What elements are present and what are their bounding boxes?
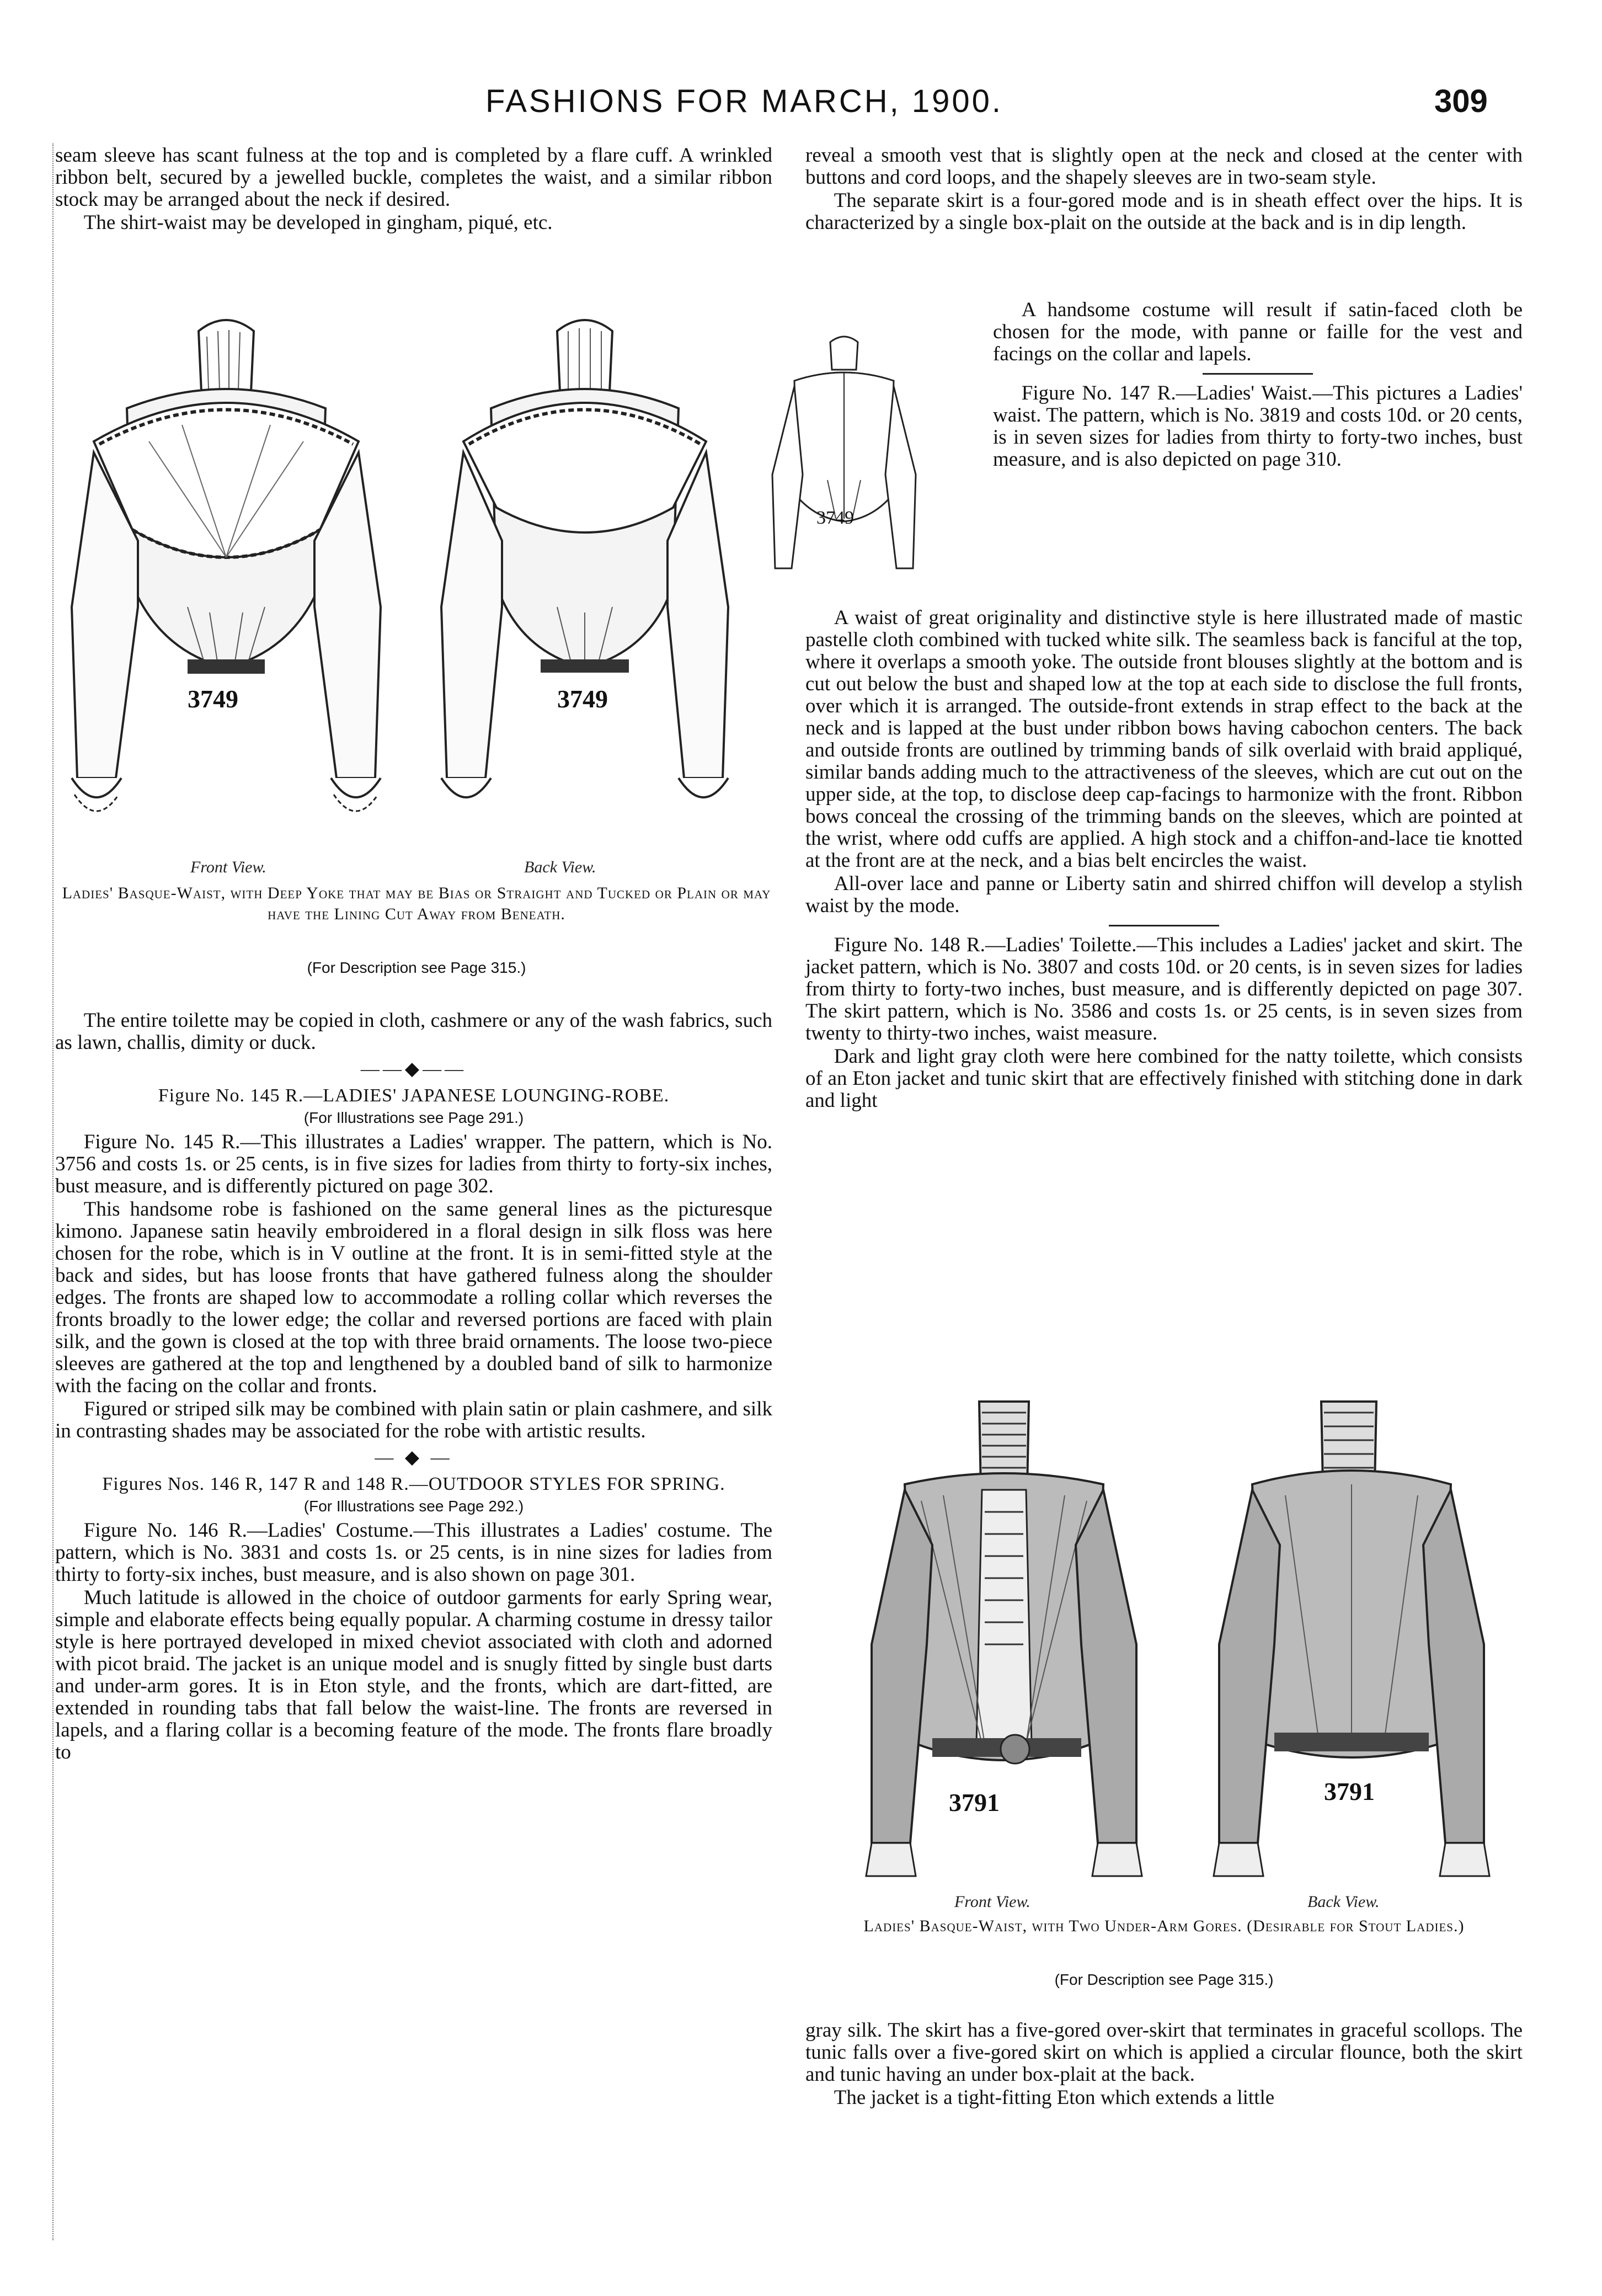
paragraph: The jacket is a tight-fitting Eton which extends a little [834,2086,1275,2109]
figure-3791-front [850,1391,1158,1887]
section-heading-146: Figures Nos. 146 R, 147 R and 148 R.—OUTDOOR STYLES FOR SPRING. [102,1474,725,1494]
paragraph: Dark and light gray cloth were here combined for the natty toilette, which consists of an Eton jacket and tunic skirt that are effectively finished with stitching done in dark and light [805,1045,1523,1112]
figure-3749-front [61,298,392,839]
figure-number-3749-small: 3749 [816,508,854,528]
paragraph: Figure No. 146 R.—Ladies' Costume.—This illustrates a Ladies' costume. The pattern, which is No. 3831 and costs 1s. or 25 cents, is in nine sizes for ladies from thirty to forty-six inches, bust measure, and is also shown on page 301. [55,1519,772,1586]
paragraph: Much latitude is allowed in the choice of outdoor garments for early Spring wear, simple and elaborate effects being equally popular. A charming costume in dressy tailor style is here portrayed developed in mixed cheviot associated with cloth and adorned with picot braid. The jacket is an unique model and is snugly fitted by single bust darts and under-arm gores. It is in Eton style, and the fronts, which are dart-fitted, are extended in rounding tabs that fall below the waist-line. The fronts are reversed in lapels, and a flaring collar is a becoming feature of the mode. The fronts flare broadly to [55,1586,772,1764]
paragraph: All-over lace and panne or Liberty satin and shirred chiffon will develop a stylish waist by the mode. [805,872,1523,917]
figure-number-3791-back: 3791 [1324,1777,1375,1805]
short-rule [1203,373,1313,375]
section-heading-145: Figure No. 145 R.—LADIES' JAPANESE LOUNGING-ROBE. [158,1085,670,1106]
paragraph: The separate skirt is a four-gored mode and is in sheath effect over the hips. It is characterized by a single box-plait on the outside at the back and is in dip length. [805,189,1523,234]
figure-number-3749-front: 3749 [188,685,238,713]
paragraph: Figure No. 148 R.—Ladies' Toilette.—This includes a Ladies' jacket and skirt. The jacket pattern, which is No. 3807 and costs 10d. or 20 cents, is in seven sizes for ladies from thirty to forty-two inches, bust measure, and is differently depicted on page 307. The skirt pattern, which is No. 3586 and costs 1s. or 25 cents, is in seven sizes from twenty to thirty-two inches, waist measure. [805,934,1523,1045]
page-number: 309 [1434,83,1488,119]
paragraph: Figure No. 147 R.—Ladies' Waist.—This pictures a Ladies' waist. The pattern, which is No. 3819 and costs 10d. or 20 cents, is in seven sizes for ladies from thirty to forty-two inches, bust measure, and is also depicted on page 310. [993,382,1523,471]
paragraph: A waist of great originality and distinctive style is here illustrated made of mastic pastelle cloth combined with tucked white silk. The seamless back is fanciful at the top, where it overlaps a smooth yoke. The outside front blouses slightly at the bottom and is cut out below the bust and shaped low at the top at each side to disclose the full fronts, over which it is arranged. The outside-front extends in strap effect to the back at the neck and is lapped at the bust under ribbon bows having cabochon centers. The back and outside fronts are outlined by trimming bands of silk overlaid with braid appliqué, similar bands adding much to the attractiveness of the sleeves, which are cut out on the upper side, at the top, to disclose deep cap-facings to harmonize with the front. Ribbon bows conceal the crossing of the trimming bands on the sleeves, which are pointed at the wrist, where odd cuffs are applied. A high stock and a chiffon-and-lace tie knotted at the front are at the neck, and a bias belt encircles the waist. [805,606,1523,872]
right-column-top [805,145,1523,235]
view-label-front-3791: Front View. [954,1893,1030,1911]
paragraph: The entire toilette may be copied in cloth, cashmere or any of the wash fabrics, such as lawn, challis, dimity or duck. [55,1009,772,1054]
paragraph: A handsome costume will result if satin-faced cloth be chosen for the mode, with panne or faille for the vest and facings on the collar and lapels. [993,299,1523,365]
running-head [0,83,1602,127]
right-column-beside-figure [993,299,1523,472]
paragraph: The shirt-waist may be developed in gingham, piqué, etc. [83,211,553,234]
paragraph: Figured or striped silk may be combined with plain satin or plain cashmere, and silk in contrasting shades may be associated for the robe with artistic results. [55,1398,772,1442]
figure-3749-caption: Ladies' Basque-Waist, with Deep Yoke that may be Bias or Straight and Tucked or Plain or may have the Lining Cut Away from Beneath. [62,884,771,923]
right-column-bottom [805,2020,1523,2110]
waist-back-illustration [430,298,739,839]
left-column-top [55,145,772,235]
figure-number-3749-back: 3749 [557,685,608,713]
figure-3791-description-ref: (For Description see Page 315.) [1054,1971,1274,1988]
figure-number-3791-front: 3791 [949,1788,1000,1816]
figure-3749-description-ref: (For Description see Page 315.) [307,959,526,976]
paragraph: reveal a smooth vest that is slightly open at the neck and closed at the center with buttons and cord loops, and the shapely sleeves are in two-seam style. [805,144,1523,189]
waist-3791-front-illustration [850,1391,1158,1887]
ornament-rule: — ◆ — [375,1447,453,1468]
view-label-front: Front View. [190,858,266,876]
binding-edge-marks [52,143,60,2240]
paragraph: gray silk. The skirt has a five-gored over-skirt that terminates in graceful scollops. The tunic falls over a five-gored skirt on which is applied a circular flounce, both the skirt and tunic having an under box-plait at the back. [805,2019,1523,2086]
figure-3791-back [1203,1391,1512,1887]
short-rule [1109,925,1219,926]
right-column-body [805,607,1523,1113]
section-ref-145: (For Illustrations see Page 291.) [303,1109,524,1126]
left-column-body [55,1010,772,1765]
view-label-back: Back View. [524,858,596,876]
view-label-back-3791: Back View. [1307,1893,1380,1911]
waist-3791-back-illustration [1203,1391,1512,1887]
waist-lining-illustration [761,331,927,579]
waist-front-illustration [61,298,392,839]
section-ref-146: (For Illustrations see Page 292.) [303,1498,524,1515]
figure-3749-lining [761,331,927,579]
figure-3791-caption: Ladies' Basque-Waist, with Two Under-Arm Gores. (Desirable for Stout Ladies.) [863,1917,1465,1935]
paragraph: This handsome robe is fashioned on the same general lines as the picturesque kimono. Japanese satin heavily embroidered in a floral design in silk floss was here chosen for the robe, which is in V outline at the front. It is in semi-fitted style at the back and sides, but has loose fronts that have gathered fulness along the shoulder edges. The fronts are shaped low to accommodate a rolling collar which reverses the fronts broadly to the lower edge; the collar and reversed portions are faced with plain silk, and the gown is closed at the top with three braid ornaments. The loose two-piece sleeves are gathered at the top and lengthened by a doubled band of silk to harmonize with the facing on the collar and fronts. [55,1198,772,1397]
figure-3749-back [430,298,739,839]
ornament-rule: ——◆—— [360,1059,467,1079]
running-title: FASHIONS FOR MARCH, 1900. [485,83,1003,119]
paragraph: Figure No. 145 R.—This illustrates a Ladies' wrapper. The pattern, which is No. 3756 and costs 1s. or 25 cents, is in five sizes for ladies from thirty to forty-six inches, bust measure, and is differently pictured on page 302. [55,1131,772,1197]
paragraph: seam sleeve has scant fulness at the top and is completed by a flare cuff. A wrinkled ribbon belt, secured by a jewelled buckle, completes the waist, and a similar ribbon stock may be arranged about the neck if desired. [55,144,772,211]
